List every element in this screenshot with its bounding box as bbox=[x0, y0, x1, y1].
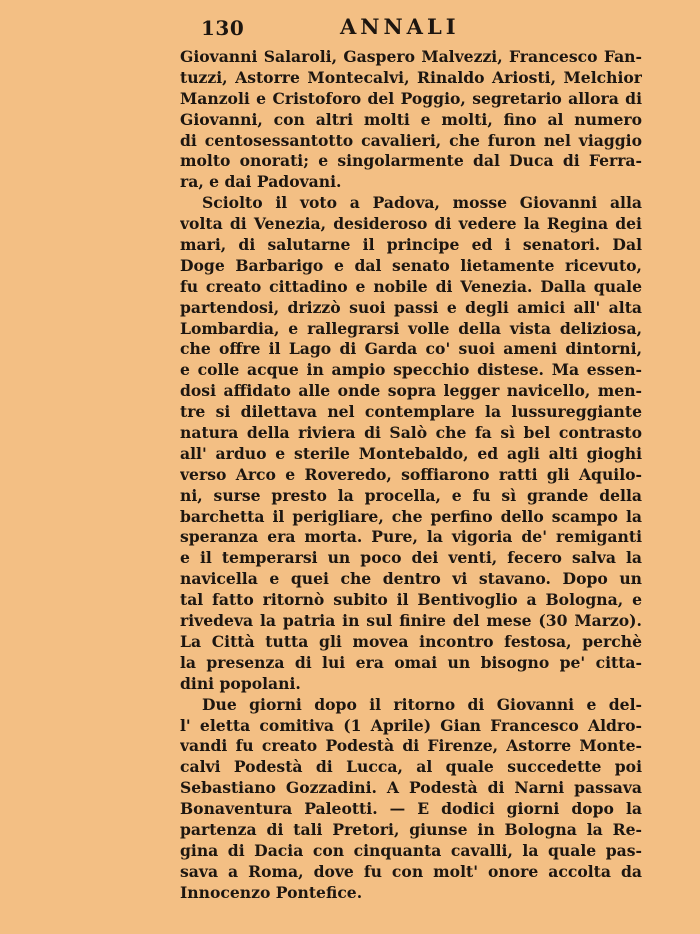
text-line: ni, surse presto la procella, e fu sì grande della bbox=[180, 485, 642, 505]
text-line: tal fatto ritornò subito il Bentivoglio a Bologna, e bbox=[180, 590, 642, 610]
text-line: dosi affidato alle onde sopra legger navicello, men- bbox=[180, 381, 642, 401]
text-line: all' arduo e sterile Montebaldo, ed agli alti gioghi bbox=[180, 443, 642, 463]
text-line: speranza era morta. Pure, la vigoria de' remiganti bbox=[180, 527, 642, 547]
text-line: verso Arco e Roveredo, soffiarono ratti gli Aquilo- bbox=[180, 464, 642, 484]
text-line: Due giorni dopo il ritorno di Giovanni e del- bbox=[202, 694, 642, 714]
text-line: rivedeva la patria in sul finire del mese (30 Marzo). bbox=[180, 611, 642, 631]
running-head: ANNALI bbox=[340, 14, 460, 39]
text-line: ra, e dai Padovani. bbox=[180, 172, 342, 192]
text-line: navicella e quei che dentro vi stavano. Dopo un bbox=[180, 569, 642, 589]
text-line: Manzoli e Cristoforo del Poggio, segretario allora di bbox=[180, 88, 642, 108]
text-line: l' eletta comitiva (1 Aprile) Gian Francesco Aldro- bbox=[180, 715, 642, 735]
text-line: Innocenzo Pontefice. bbox=[180, 882, 363, 902]
text-line: calvi Podestà di Lucca, al quale succedette poi bbox=[180, 757, 642, 777]
text-line: tre si dilettava nel contemplare la lussureggiante bbox=[180, 402, 642, 422]
text-line: tuzzi, Astorre Montecalvi, Rinaldo Ariosti, Melchior bbox=[180, 67, 642, 87]
text-line: e il temperarsi un poco dei venti, fecero salva la bbox=[180, 548, 642, 568]
text-line: sava a Roma, dove fu con molt' onore accolta da bbox=[180, 861, 642, 881]
text-line: Giovanni, con altri molti e molti, fino al numero bbox=[180, 109, 642, 129]
page-number: 130 bbox=[201, 16, 245, 40]
text-line: partenza di tali Pretori, giunse in Bologna la Re- bbox=[180, 819, 642, 839]
body-text bbox=[180, 47, 642, 904]
text-line: La Città tutta gli movea incontro festosa, perchè bbox=[180, 631, 642, 651]
text-line: gina di Dacia con cinquanta cavalli, la quale pas- bbox=[180, 840, 642, 860]
text-line: Sebastiano Gozzadini. A Podestà di Narni passava bbox=[180, 778, 642, 798]
text-line: Lombardia, e rallegrarsi volle della vista deliziosa, bbox=[180, 318, 642, 338]
text-line: volta di Venezia, desideroso di vedere la Regina dei bbox=[180, 214, 642, 234]
text-line: Giovanni Salaroli, Gaspero Malvezzi, Francesco Fan- bbox=[180, 47, 642, 66]
text-line: di centosessantotto cavalieri, che furon nel viaggio bbox=[180, 130, 642, 150]
text-line: e colle acque in ampio specchio distese. Ma essen- bbox=[180, 360, 642, 380]
text-line: molto onorati; e singolarmente dal Duca di Ferra- bbox=[180, 151, 642, 171]
text-line: fu creato cittadino e nobile di Venezia. Dalla quale bbox=[180, 276, 642, 296]
text-line: Sciolto il voto a Padova, mosse Giovanni alla bbox=[202, 193, 642, 213]
text-line: natura della riviera di Salò che fa sì bel contrasto bbox=[180, 423, 642, 443]
text-line: barchetta il perigliare, che perfino dello scampo la bbox=[180, 506, 642, 526]
text-line: mari, di salutarne il principe ed i senatori. Dal bbox=[180, 235, 642, 255]
text-line: partendosi, drizzò suoi passi e degli amici all' alta bbox=[180, 297, 642, 317]
text-line: che offre il Lago di Garda co' suoi ameni dintorni, bbox=[180, 339, 642, 359]
text-line: vandi fu creato Podestà di Firenze, Astorre Monte- bbox=[180, 736, 642, 756]
text-line: la presenza di lui era omai un bisogno pe' citta- bbox=[180, 652, 642, 672]
text-line: dini popolani. bbox=[180, 673, 301, 693]
text-line: Bonaventura Paleotti. — E dodici giorni dopo la bbox=[180, 799, 642, 819]
text-line: Doge Barbarigo e dal senato lietamente ricevuto, bbox=[180, 255, 642, 275]
page-header bbox=[0, 14, 700, 42]
